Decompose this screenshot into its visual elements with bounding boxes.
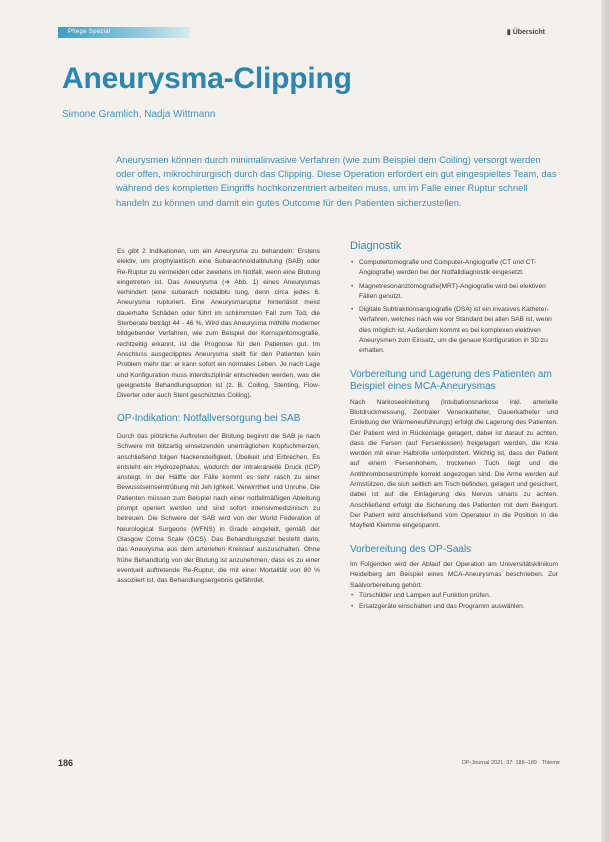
op-indikation-text: Durch das plötzliche Auftreten der Blutung beginnt die SAB je nach Schwere mit blitzartig einsetzenden unerträglichen Kopfschmerzen, anschließend folgen Nackensteifigkeit, Übelkeit und Erbrechen. Es entsteht ein Hydrozephalus, wodurch der intrakranielle Druck (ICP) ansteigt. In der Hälfte der Fälle kommt es sehr rasch zu einer Bewusstseinseintrübung mit Jeh Ighkeit. Verwirrtheit und Unruhe. Die Patienten müssen zum Beispiel nach einer notfallmäßigen Ableitung prompt operiert werden und sind sofort intensivmedizinisch zu betreuen. Die Schwere der SAB wird von der World Federation of Neurological Surgeons (WFNS) in Grade eingeteilt, gemäß der Glasgow Coma Scale (GCS). Das Behandlungsziel besteht darin, das Aneurysma aus dem arteriellen Kreislauf auszuschalten. Ohne frühe Behandlung von der Blutung ist anzunehmen, dass es zu einer eventuell auftretende Re-Ruptur, die mit einer Mortalität von 80 % assoziiert ist, das Behandlungsergebnis gefährdet. (117, 432, 320, 585)
heading-op-indikation: OP-Indikation: Notfallversorgung bei SAB (117, 413, 301, 425)
list-item: • Ersatzgeräte einschalten und das Programm auswählen. (350, 602, 558, 612)
intro-paragraph: Es gibt 2 Indikationen, um ein Aneurysma zu behandeln: Erstens elektiv, um prophylaktisch eine Subarachnoidalblutung (SAB) oder Re-Ruptur zu vermeiden oder zweitens im Notfall, wenn eine Blutung eingetreten ist. Das Aneurysma (➔ Abb. 1) eines Aneurysmas verhindert (eine subarach noidalblu tung, denn circa jedes 6. Aneurysma rupturiert. Eine Aneurysmaruptur hinterlässt meist dauerhafte Schäden oder führt im schlimmsten Fall zum Tod, die Sterberate beträgt 44 - 46 %. Wird das Aneurysma mithilfe moderner bildgebender Verfahren, wie zum Beispiel der Kernspintomografie, rechtzeitig erkannt, ist die Prognose für den Patienten gut. Im Anschluss ausgeclipptes Aneurysma stellt für den Patienten kein Problem mehr dar: er kann sofort ein normales Leben. Je nach Lage und Konfiguration muss interdisziplinär entschieden werden, was die geeignetste Behandlungsoption ist (z. B. Coiling, Stenting, Flow-Diverter oder auch Stent geschütztes Coiling). (117, 248, 320, 400)
heading-vorbereitung-lagerung: Vorbereitung und Lagerung des Patienten am Beispiel eines MCA-Aneurysmas (350, 368, 552, 393)
footer-reference: OP-Journal 2021; 37: 186–189 · Thieme (461, 760, 560, 766)
list-item: • Magnetresonanztomografie(MRT)-Angiografie wird bei elektiven Fällen genutzt. (350, 282, 558, 303)
article-title: Aneurysma-Clipping (62, 62, 352, 95)
heading-diagnostik: Diagnostik (350, 240, 402, 252)
list-item: • Türschilder und Lampen auf Funktion prüfen. (350, 591, 558, 601)
rubric-label (507, 28, 545, 36)
article-authors: Simone Gramlich, Nadja Wittmann (62, 109, 216, 120)
lead-paragraph: Aneurysmen können durch minimalinvasive Verfahren (wie zum Beispiel dem Coiling) versorgt werden oder offen, mikrochirurgisch durch das Clipping. Diese Operation erfordert ein gut eingespieltes Team, das während des kompletten Eingriffs hochkonzentriert arbeiten muss, um im Falle einer Ruptur schnell handeln zu können und damit ein gutes Outcome für den Patienten sicherzustellen. (116, 154, 557, 208)
rubric-marker-icon: ▮ (506, 29, 511, 36)
vorbereitung-lagerung-text: Nach Narkoseeinleitung (Intubationsnarkose inkl. arterielle Blutdruckmessung, Zentraler Venenkatheter, Dauerkatheter und Einleitung der Wärmeneuführungs) erfolgt die Lagerung des Patienten. Der Patient wird in Rückenlage gelagert, dabei ist darauf zu achten, dass die Fersen (auf Fersenkissen) freigelagert werden, die Knie werden mit einer Halbrolle unterpolstert. Wichtig ist, dass der Patient auf einem Fersenhohem, trockenen Tuch liegt und die Antithrombosestrümpfe korrekt angezogen sind. Die Arme werden auf Armstützen, die sich seitlich am Tisch befinden, gelagert und gesichert, dabei ist auf die Einlagerung des Nervus ulnaris zu achten. Anschließend erfolgt die Sicherung des Patienten mit dem Beingurt. Der Patient wird anschließend vom Operateur in die Position in die Mayfield Klemme eingespannt. (350, 398, 558, 530)
heading-op-saal: Vorbereitung des OP-Saals (350, 543, 472, 555)
left-column (117, 247, 320, 586)
diagnostik-list (350, 258, 558, 357)
scan-edge (601, 0, 609, 842)
right-column (350, 240, 558, 614)
section-tag: Pflege Spezial (58, 27, 190, 38)
op-saal-list (350, 591, 558, 613)
op-saal-text: Im Folgenden wird der Ablauf der Operation am Universitätsklinikum Heidelberg am Beispiel eines MCA-Aneurysmas beschrieben. Zur Saalvorbereitung gehört: (350, 561, 558, 589)
list-item: • Digitale Subtraktionsangiografie (DSA) ist ein invasives Katheter-Verfahren, welches nach wie vor Standard bei allen SAB ist, wenn dies möglich ist. Außerdem kommt es bei komplexen elektiven Aneurysmen zum Einsatz, um die genaue Konfiguration in 3D zu erhalten. (350, 305, 558, 356)
rubric-text: Übersicht (512, 29, 545, 36)
page-number: 186 (58, 758, 74, 768)
list-item: • Computertomografie und Computer-Angiografie (CT und CT-Angiografie) werden bei der Notfalldiagnostik eingesetzt. (350, 258, 558, 279)
